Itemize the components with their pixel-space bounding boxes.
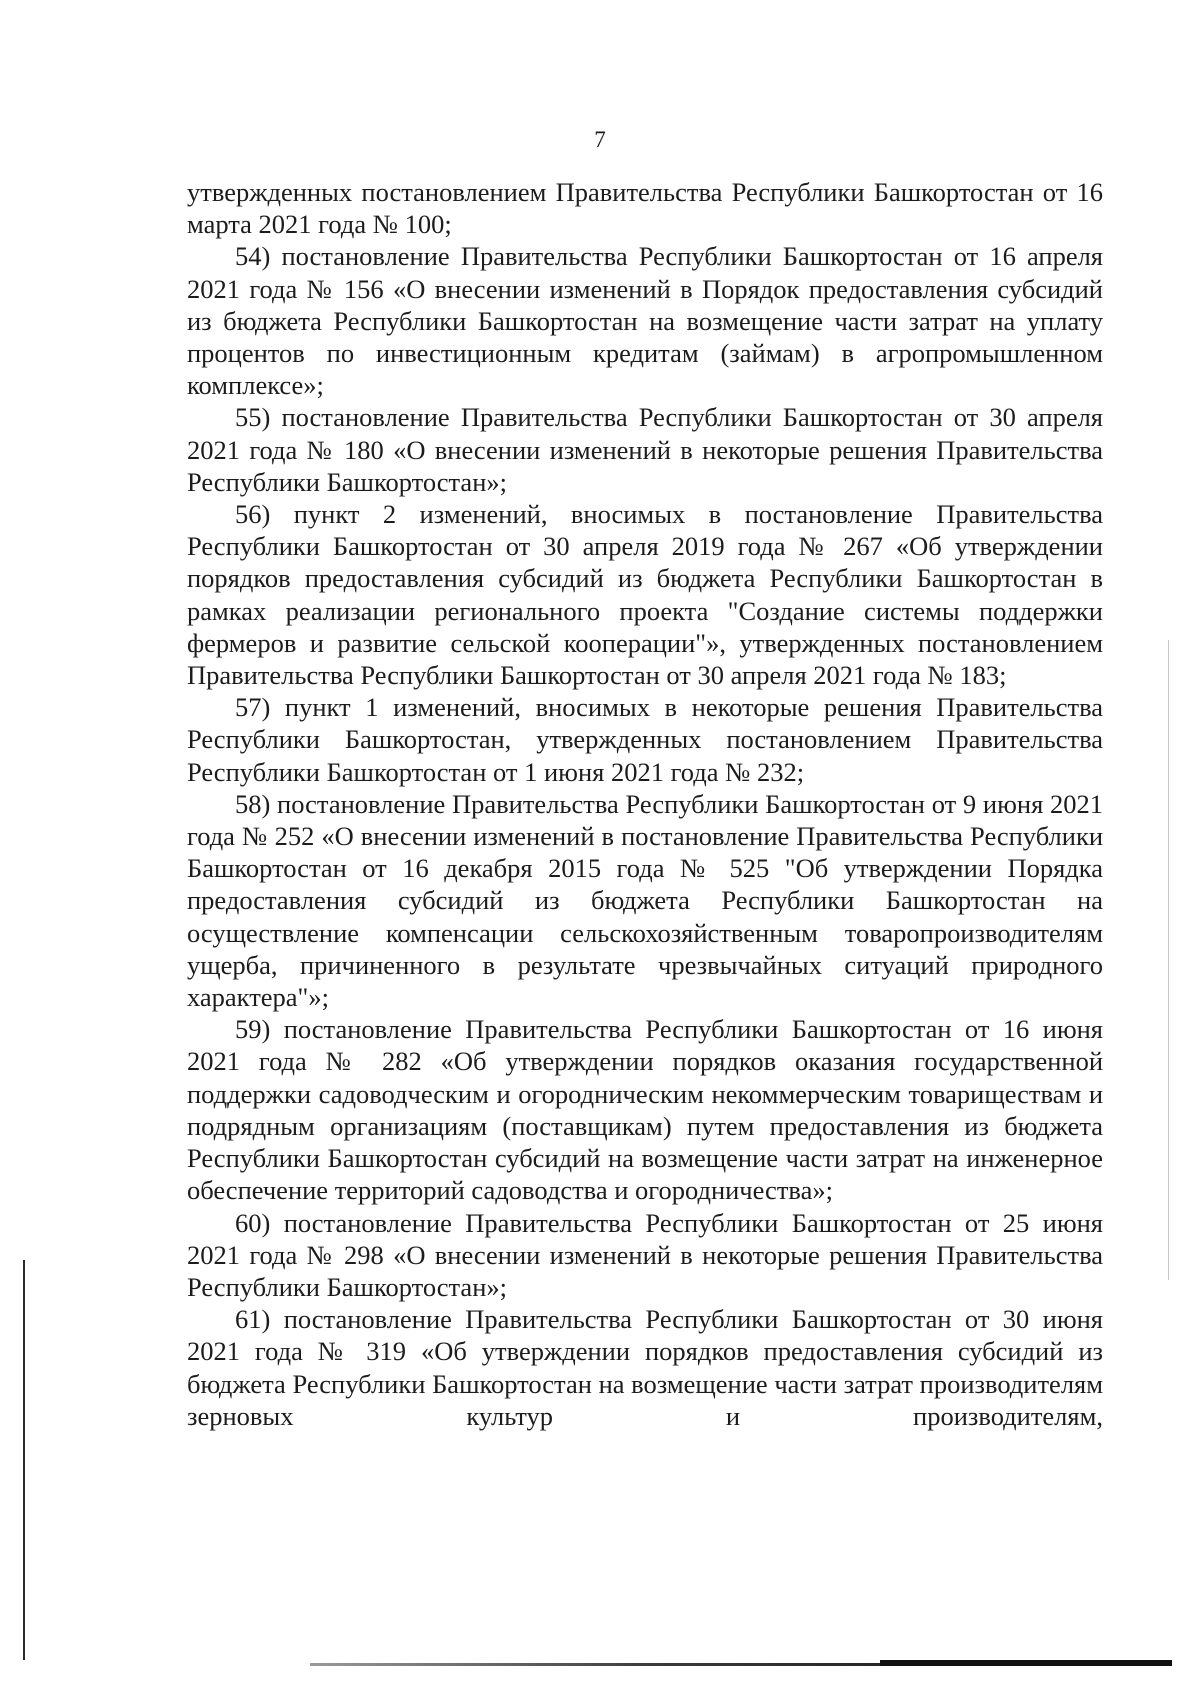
list-item-61: 61) постановление Правительства Республики Башкортостан от 30 июня 2021 года № 319 «Об утверждении порядков предоставления субсидий из бюджета Республики Башкортостан на возмещение части затрат производителям зерновых культур и производителям, <box>187 1304 1103 1431</box>
scan-edge-shadow-bottom <box>880 1660 1172 1666</box>
page-number: 7 <box>594 127 606 152</box>
paragraph-continuation: утвержденных постановлением Правительства Республики Башкортостан от 16 марта 2021 года № 100; <box>187 177 1103 240</box>
scan-edge-line-left <box>23 1260 25 1660</box>
list-item-58: 58) постановление Правительства Республики Башкортостан от 9 июня 2021 года № 252 «О внесении изменений в постановление Правительства Республики Башкортостан от 16 декабря 2015 года № 525 "Об утверждении Порядка предоставления субсидий из бюджета Республики Башкортостан на осуществление компенсации сельскохозяйственным товаропроизводителям ущерба, причиненного в результате чрезвычайных ситуаций природного характера"»; <box>187 788 1103 1013</box>
list-item-55: 55) постановление Правительства Республики Башкортостан от 30 апреля 2021 года № 180 «О внесении изменений в некоторые решения Правительства Республики Башкортостан»; <box>187 402 1103 497</box>
list-item-59: 59) постановление Правительства Республики Башкортостан от 16 июня 2021 года № 282 «Об утверждении порядков оказания государственной поддержки садоводческим и огородническим некоммерческим товариществам и подрядным организациям (поставщикам) путем предоставления из бюджета Республики Башкортостан субсидий на возмещение части затрат на инженерное обеспечение территорий садоводства и огородничества»; <box>187 1014 1103 1206</box>
list-item-57: 57) пункт 1 изменений, вносимых в некоторые решения Правительства Республики Башкортостан, утвержденных постановлением Правительства Республики Башкортостан от 1 июня 2021 года № 232; <box>187 692 1103 787</box>
document-body <box>187 176 1103 1432</box>
list-item-56: 56) пункт 2 изменений, вносимых в постановление Правительства Республики Башкортостан от 30 апреля 2019 года № 267 «Об утверждении порядков предоставления субсидий из бюджета Республики Башкортостан в рамках реализации регионального проекта "Создание системы поддержки фермеров и развитие сельской кооперации"», утвержденных постановлением Правительства Республики Башкортостан от 30 апреля 2021 года № 183; <box>187 499 1103 691</box>
list-item-54: 54) постановление Правительства Республики Башкортостан от 16 апреля 2021 года № 156 «О внесении изменений в Порядок предоставления субсидий из бюджета Республики Башкортостан на возмещение части затрат на уплату процентов по инвестиционным кредитам (займам) в агропромышленном комплексе»; <box>187 241 1103 401</box>
list-item-60: 60) постановление Правительства Республики Башкортостан от 25 июня 2021 года № 298 «О внесении изменений в некоторые решения Правительства Республики Башкортостан»; <box>187 1207 1103 1302</box>
scan-edge-line-right <box>1168 640 1169 1280</box>
